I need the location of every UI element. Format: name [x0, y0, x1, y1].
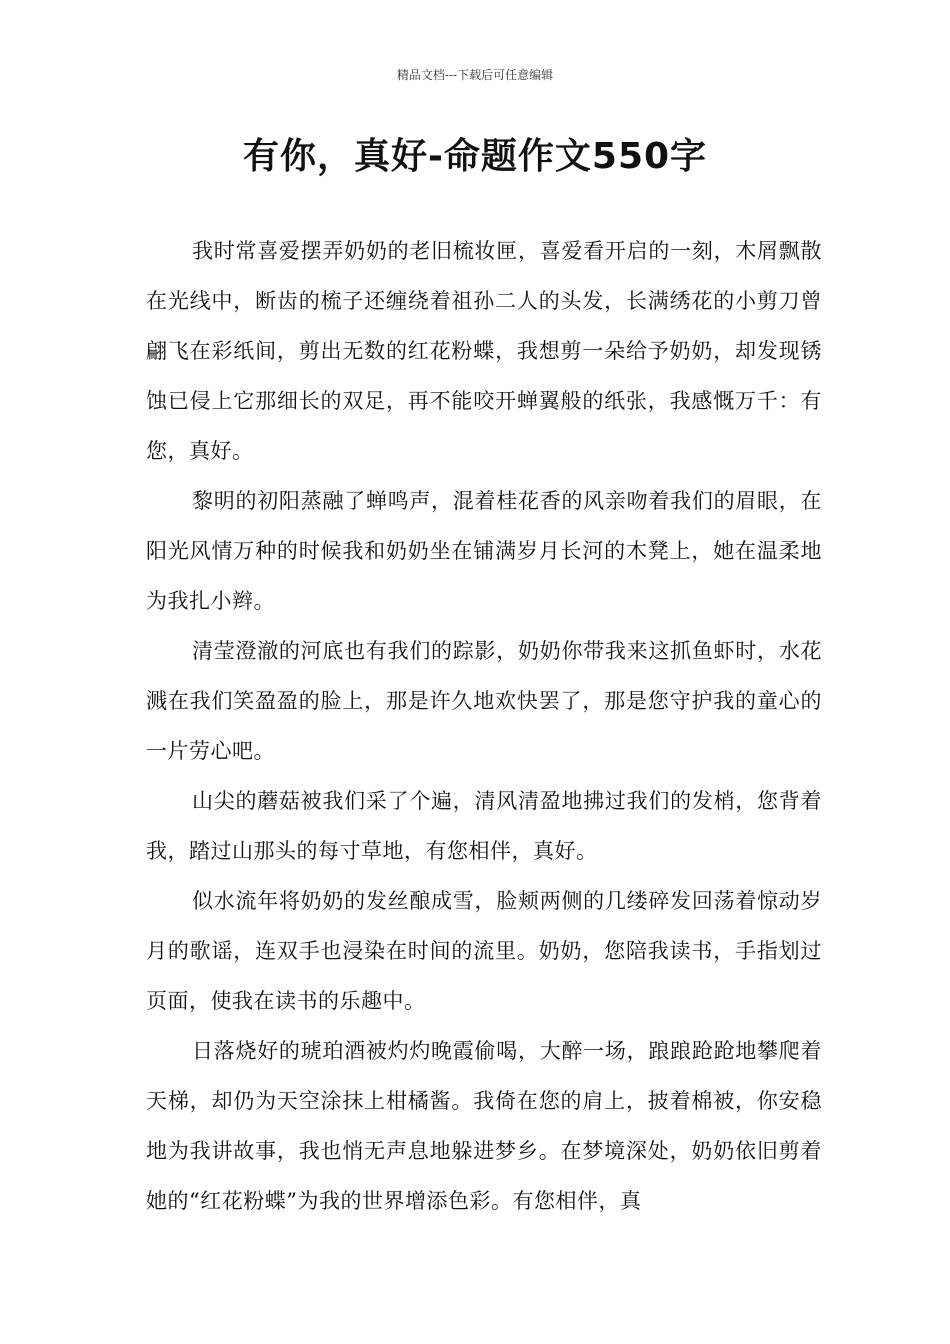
document-title: 有你，真好-命题作文550字 — [242, 136, 708, 177]
document-body — [146, 226, 822, 1226]
header-note: 精品文档---下载后可任意编辑 — [396, 68, 554, 82]
paragraph: 清莹澄澈的河底也有我们的踪影，奶奶你带我来这抓鱼虾时，水花溅在我们笑盈盈的脸上，那是许久地欢快罢了，那是您守护我的童心的一片劳心吧。 — [146, 639, 822, 763]
paragraph: 似水流年将奶奶的发丝酿成雪，脸颊两侧的几缕碎发回荡着惊动岁月的歌谣，连双手也浸染在时间的流里。奶奶，您陪我读书，手指划过页面，使我在读书的乐趣中。 — [146, 889, 822, 1013]
paragraph: 日落烧好的琥珀酒被灼灼晚霞偷喝，大醉一场，踉踉跄跄地攀爬着天梯，却仍为天空涂抹上柑橘酱。我倚在您的肩上，披着棉被，你安稳地为我讲故事，我也悄无声息地躲进梦乡。在梦境深处，奶奶依旧剪着她的“红花粉蝶”为我的世界增添色彩。有您相伴，真 — [146, 1039, 822, 1213]
paragraph: 黎明的初阳蒸融了蝉鸣声，混着桂花香的风亲吻着我们的眉眼，在阳光风情万种的时候我和奶奶坐在铺满岁月长河的木凳上，她在温柔地为我扎小辫。 — [146, 489, 822, 613]
paragraph: 我时常喜爱摆弄奶奶的老旧梳妆匣，喜爱看开启的一刻，木屑飘散在光线中，断齿的梳子还缠绕着祖孙二人的头发，长满绣花的小剪刀曾翩飞在彩纸间，剪出无数的红花粉蝶，我想剪一朵给予奶奶，却发现锈蚀已侵上它那细长的双足，再不能咬开蝉翼般的纸张，我感慨万千：有您，真好。 — [146, 239, 822, 463]
paragraph: 山尖的蘑菇被我们采了个遍，清风清盈地拂过我们的发梢，您背着我，踏过山那头的每寸草地，有您相伴，真好。 — [146, 789, 822, 863]
